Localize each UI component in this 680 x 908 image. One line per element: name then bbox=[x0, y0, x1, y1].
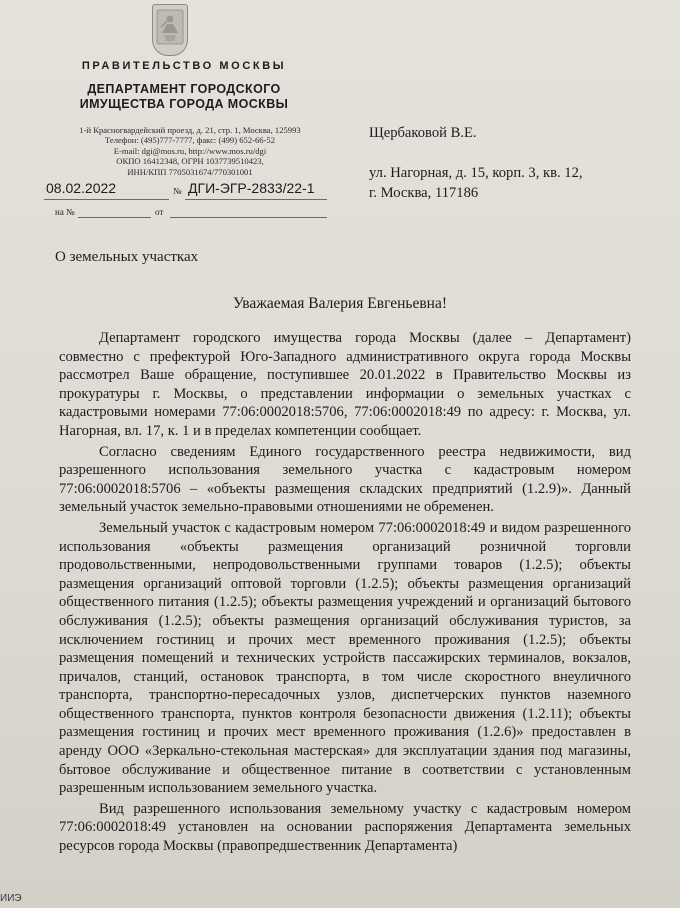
reference-date-label: от bbox=[155, 207, 164, 217]
date-underline bbox=[44, 199, 169, 200]
recipient-address-line2: г. Москва, 117186 bbox=[369, 185, 479, 201]
recipient-address-line1: ул. Нагорная, д. 15, корп. 3, кв. 12, bbox=[369, 165, 583, 181]
number-label: № bbox=[173, 186, 182, 196]
address-line: 1-й Красногвардейский проезд, д. 21, стр. 1, Москва, 125993 bbox=[79, 125, 301, 135]
recipient-block bbox=[369, 123, 583, 203]
email-line: E-mail: dgi@mos.ru, http://www.mos.ru/dgi bbox=[113, 145, 267, 156]
phone-line: Телефон: (495)777-7777, факс: (499) 652-66-52 bbox=[104, 135, 276, 146]
number-underline bbox=[185, 199, 327, 200]
letter-greeting: Уважаемая Валерия Евгеньевна! bbox=[232, 295, 447, 312]
department-contacts bbox=[40, 125, 340, 177]
okpo-line: ОКПО 16412348, ОГРН 1037739510423, bbox=[116, 156, 264, 167]
letterhead bbox=[40, 60, 320, 112]
recipient-name: Щербаковой В.Е. bbox=[369, 125, 477, 141]
registration-date: 08.02.2022 bbox=[46, 180, 117, 196]
government-title: ПРАВИТЕЛЬСТВО МОСКВЫ bbox=[81, 60, 287, 72]
reference-number-label: на № bbox=[55, 207, 75, 217]
reference-date-line bbox=[170, 217, 327, 218]
paragraph-2: Согласно сведениям Единого государственного реестра недвижимости, вид разрешенного использования земельного участка с кадастровым номером 77:06:0002018:5706 – «объекты размещения складских предприятий (1.2.9)». Данный земельный участок земельно-правовыми отношениями не обременен. bbox=[59, 443, 631, 516]
department-title: ДЕПАРТАМЕНТ ГОРОДСКОГО ИМУЩЕСТВА ГОРОДА МОСКВЫ bbox=[79, 82, 289, 111]
paragraph-3: Земельный участок с кадастровым номером 77:06:0002018:49 и видом разрешенного использования «объекты размещения организаций розничной торговли продовольственными, непродовольственными группами товаров (1.2.5); объекты размещения организаций оптовой торговли (1.2.5); объекты размещения организаций общественного питания (1.2.5); объекты размещения учреждений и организаций бытового обслуживания (1.2.5); объекты размещения организаций обслуживания туристов, за исключением гостиниц и прочих мест временного проживания (1.2.5); объекты размещения помещений и технических устройств пассажирских терминалов, вокзалов, причалов, станций, остановок транспорта, в том числе скоростного внеуличного транспорта, транспортно-пересадочных узлов, диспетчерских пунктов наземного общественного транспорта, пунктов контроля безопасности движения (1.2.11); объекты размещения гостиниц и прочих мест временного проживания (1.2.6)» предоставлен в аренду ООО «Зеркально-стекольная мастерская» для эксплуатации здания под магазины, бытовое обслуживание и общественное питание в соответствии с установленным разрешенным использованием земельного участка. bbox=[59, 519, 631, 797]
paragraph-1: Департамент городского имущества города Москвы (далее – Департамент) совместно с префектурой Юго-Западного административного округа города Москвы рассмотрел Ваше обращение, поступившее 20.01.2022 в Правительство Москвы из прокуратуры г. Москвы, о представлении информации о земельных участках с кадастровыми номерами 77:06:0002018:5706, 77:06:0002018:49 по адресу: г. Москва, ул. Нагорная, вл. 17, к. 1 и в пределах компетенции сообщает. bbox=[59, 330, 631, 439]
letter-subject: О земельных участках bbox=[55, 249, 199, 265]
reference-number-line bbox=[78, 217, 151, 218]
paragraph-4: Вид разрешенного использования земельному участку с кадастровым номером 77:06:0002018:49 установлен на основании распоряжения Департамента земельных ресурсов города Москвы (правопредшественник Департамента) bbox=[59, 800, 631, 855]
moscow-coat-of-arms-icon bbox=[152, 4, 188, 56]
inn-line: ИНН/КПП 7705031674/770301001 bbox=[127, 166, 253, 177]
edge-stamp: ИИЭ bbox=[0, 893, 22, 904]
letter-body bbox=[59, 329, 631, 856]
registration-number: ДГИ-ЭГР-2833/22-1 bbox=[188, 180, 315, 196]
